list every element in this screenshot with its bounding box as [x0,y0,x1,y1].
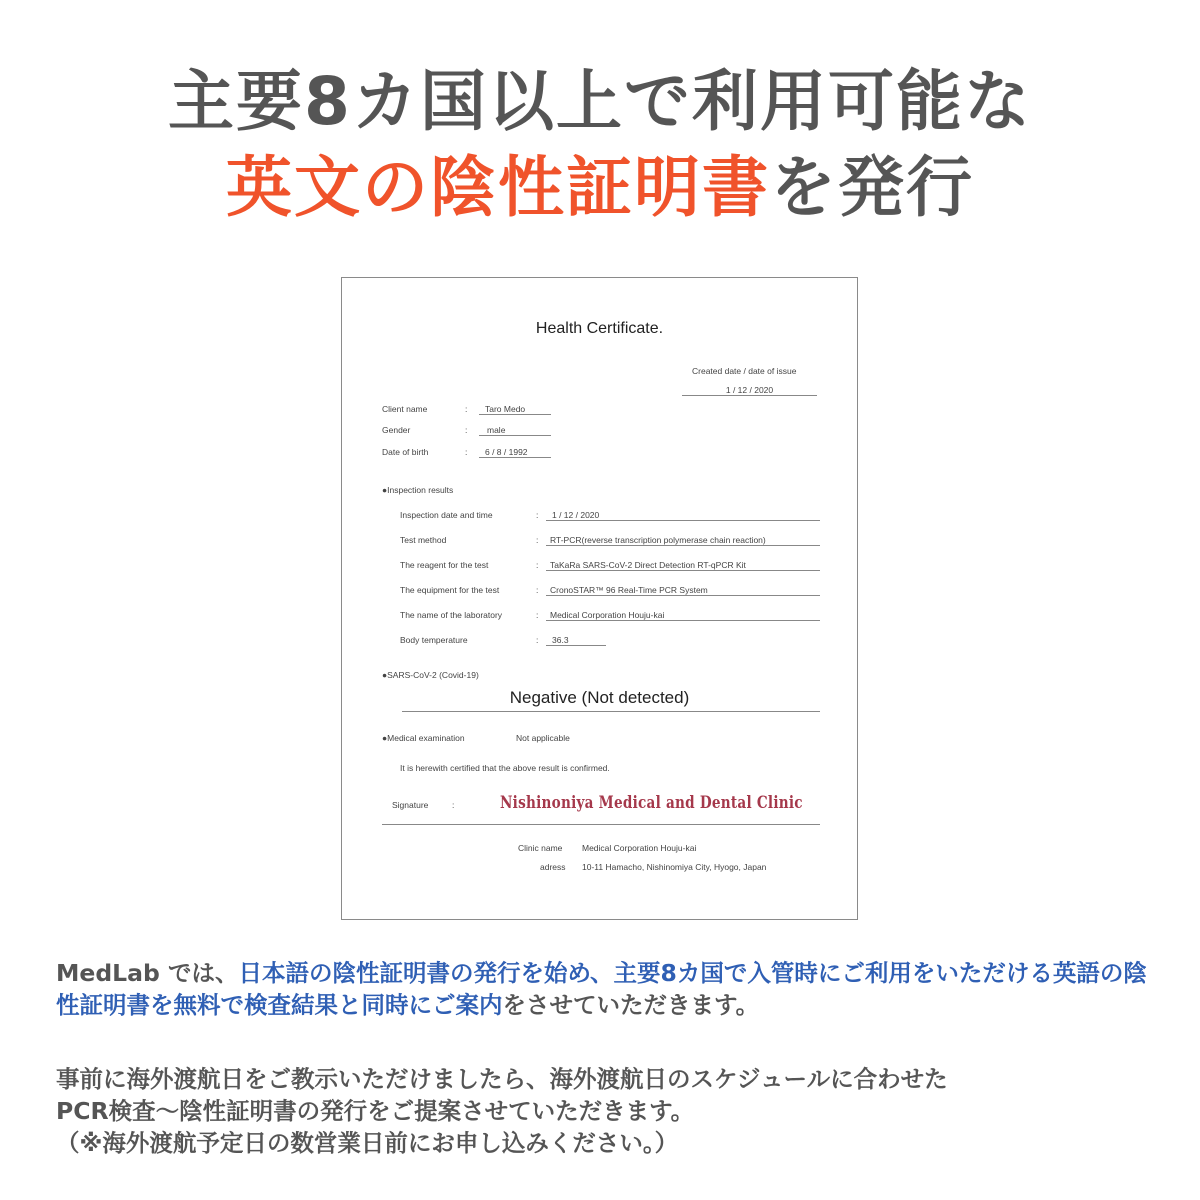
gender-label: Gender [382,425,411,435]
signature-stamp: Nishinoniya Medical and Dental Clinic [500,793,803,813]
inspection-value: TaKaRa SARS-CoV-2 Direct Detection RT-qPCR Kit [546,560,820,571]
schedule-paragraph [56,1063,1156,1159]
colon: : [536,585,539,595]
medical-exam-label: ●Medical examination [382,733,465,743]
inspection-label: Inspection date and time [400,510,493,520]
inspection-heading: ●Inspection results [382,485,454,495]
health-certificate-image [341,277,858,920]
client-name-value: Taro Medo [479,404,551,415]
headline-line-2 [0,148,1200,228]
inspection-value: RT-PCR(reverse transcription polymerase chain reaction) [546,535,820,546]
colon: : [536,610,539,620]
certified-text: It is herewith certified that the above result is confirmed. [400,763,610,773]
client-name-label: Client name [382,404,428,414]
schedule-line-2: PCR検査～陰性証明書の発行をご提案させていただきます。 [56,1097,695,1125]
colon: : [536,510,539,520]
colon: : [465,447,468,457]
inspection-value: 36.3 [546,635,606,646]
clinic-name-label: Clinic name [518,843,563,853]
inspection-value: Medical Corporation Houju-kai [546,610,820,621]
created-date-label: Created date / date of issue [692,366,797,376]
headline-accent: 英文の陰性証明書 [226,149,770,226]
clinic-name-value: Medical Corporation Houju-kai [582,843,697,853]
colon: : [465,404,468,414]
schedule-note: （※海外渡航予定日の数営業日前にお申し込みください。） [56,1129,679,1157]
dob-value: 6 / 8 / 1992 [479,447,551,458]
dob-label: Date of birth [382,447,429,457]
inspection-label: Body temperature [400,635,468,645]
medical-exam-value: Not applicable [516,733,570,743]
address-label: adress [540,862,566,872]
created-date-value: 1 / 12 / 2020 [682,385,817,396]
certificate-title: Health Certificate. [535,320,664,337]
inspection-value: 1 / 12 / 2020 [546,510,820,521]
signature-label: Signature [392,800,429,810]
inspection-label: The equipment for the test [400,585,500,595]
test-result: Negative (Not detected) [509,688,690,707]
intro-highlight: 日本語の陰性証明書の発行を始め、主要8カ国で入管時にご利用をいただける英語の陰性証明書を無料で検査結果と同時にご案内 [56,959,1147,1019]
inspection-label: Test method [400,535,447,545]
colon: : [452,800,455,810]
result-underline [402,711,820,712]
intro-suffix: をさせていただきます。 [502,991,760,1019]
colon: : [536,635,539,645]
inspection-label: The reagent for the test [400,560,489,570]
inspection-label: The name of the laboratory [400,610,503,620]
address-value: 10-11 Hamacho, Nishinomiya City, Hyogo, Japan [582,862,767,872]
intro-paragraph [56,957,1156,1021]
gender-value: male [479,425,551,436]
signature-underline [382,824,820,825]
headline-line-1: 主要8カ国以上で利用可能な [168,63,1032,140]
intro-prefix: MedLab では、 [56,959,239,987]
inspection-value: CronoSTAR™ 96 Real-Time PCR System [546,585,820,596]
colon: : [465,425,468,435]
colon: : [536,535,539,545]
colon: : [536,560,539,570]
sars-heading: ●SARS-CoV-2 (Covid-19) [382,670,479,680]
schedule-line-1: 事前に海外渡航日をご教示いただけましたら、海外渡航日のスケジュールに合わせた [56,1065,948,1093]
headline-plain: を発行 [770,149,974,226]
